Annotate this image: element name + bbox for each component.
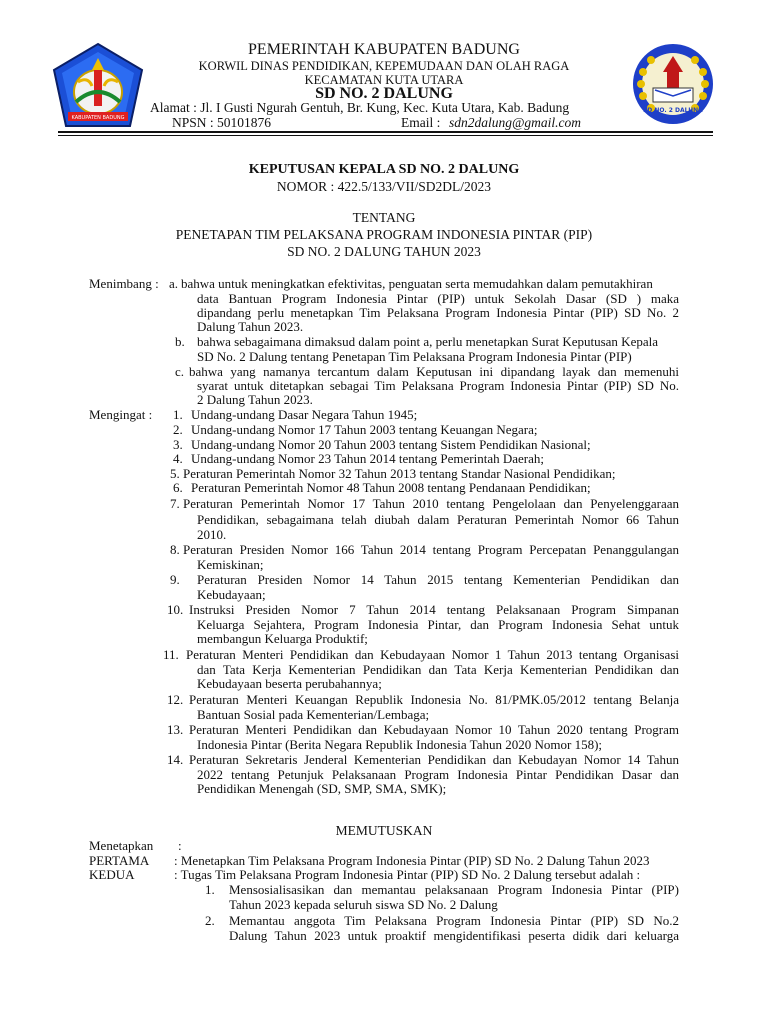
school-name: SD NO. 2 DALUNG	[315, 85, 453, 102]
email-label: Email :	[401, 115, 441, 130]
task-1-line-1: Mensosialisasikan dan memantau pelaksanaan Program Indonesia Pintar (PIP)	[229, 882, 679, 897]
mengingat-marker-6: 6.	[173, 480, 183, 495]
mengingat-9-line-1: Peraturan Presiden Nomor 14 Tahun 2015 tentang Kementerian Pendidikan dan	[197, 572, 679, 587]
menimbang-marker-b: b.	[175, 334, 185, 349]
mengingat-marker-12: 12.	[167, 692, 184, 707]
mengingat-12-line-2: Bantuan Sosial pada Kementerian/Lembaga;	[197, 707, 430, 722]
task-1-line-2: Tahun 2023 kepada seluruh siswa SD No. 2 Dalung	[229, 897, 498, 912]
task-2-line-2: Dalung Tahun 2023 untuk proaktif mengidentifikasi peserta didik dari keluarga	[229, 928, 679, 943]
mengingat-3-line-1: Undang-undang Nomor 20 Tahun 2003 tentang Sistem Pendidikan Nasional;	[191, 437, 591, 452]
mengingat-marker-4: 4.	[173, 451, 183, 466]
mengingat-marker-3: 3.	[173, 437, 183, 452]
letterhead-rule-thick	[58, 131, 713, 133]
right-logo-caption: SD NO. 2 DALUNG	[642, 107, 704, 114]
decree-number: NOMOR : 422.5/133/VII/SD2DL/2023	[276, 179, 492, 194]
mengingat-7-line-3: 2010.	[197, 527, 227, 542]
mengingat-8-line-1: Peraturan Presiden Nomor 166 Tahun 2014 tentang Program Percepatan Penanggulangan	[183, 542, 679, 557]
mengingat-marker-13: 13.	[167, 722, 184, 737]
menimbang-c-line-2: syarat untuk ditetapkan sebagai Tim Pelaksana Program Indonesia Pintar (PIP) SD No.	[197, 378, 679, 393]
dept-name: KORWIL DINAS PENDIDIKAN, KEPEMUDAAN DAN OLAH RAGA	[198, 59, 570, 73]
mengingat-11-line-2: dan Tata Kerja Kementerian Pendidikan dan Tata Kerja Kementerian Pendidikan dan	[197, 662, 679, 677]
mengingat-10-line-3: membangun Keluarga Produktif;	[197, 631, 368, 646]
mengingat-11-line-1: Peraturan Menteri Pendidikan dan Kebudayaan Nomor 1 Tahun 2013 tentang Organisasi	[186, 647, 679, 662]
mengingat-marker-7: 7.	[170, 496, 180, 511]
decree-about: TENTANG	[352, 210, 416, 225]
gov-name: PEMERINTAH KABUPATEN BADUNG	[248, 41, 520, 58]
mengingat-10-line-1: Instruksi Presiden Nomor 7 Tahun 2014 tentang Pelaksanaan Program Simpanan	[189, 602, 679, 617]
menimbang-a-line-3: dipandang perlu menetapkan Tim Pelaksana Program Indonesia Pintar (PIP) SD No. 2	[197, 305, 679, 320]
mengingat-10-line-2: Keluarga Sejahtera, Program Indonesia Pintar, dan Program Indonesia Sehat untuk	[197, 617, 679, 632]
task-2-line-1: Memantau anggota Tim Pelaksana Program Indonesia Pintar (PIP) SD No.2	[229, 913, 679, 928]
mengingat-marker-9: 9.	[170, 572, 180, 587]
letterhead-rule-thin	[58, 135, 713, 136]
email-address[interactable]: sdn2dalung@gmail.com	[449, 115, 582, 130]
mengingat-7-line-2: Pendidikan, sebagaimana telah diubah dalam Peraturan Pemerintah Nomor 66 Tahun	[197, 512, 679, 527]
mengingat-marker-11: 11.	[163, 647, 179, 662]
decree-heading: KEPUTUSAN KEPALA SD NO. 2 DALUNG	[248, 162, 520, 177]
mengingat-2-line-1: Undang-undang Nomor 17 Tahun 2003 tentang Keuangan Negara;	[191, 422, 538, 437]
mengingat-12-line-1: Peraturan Menteri Keuangan Republik Indonesia No. 81/PMK.05/2012 tentang Belanja	[189, 692, 679, 707]
kedua-label: KEDUA	[89, 867, 135, 882]
menimbang-b-line-2: SD No. 2 Dalung tentang Penetapan Tim Pelaksana Program Indonesia Pintar (PIP)	[197, 349, 632, 364]
mengingat-5-line-1: Peraturan Pemerintah Nomor 32 Tahun 2013 tentang Standar Nasional Pendidikan;	[183, 466, 616, 481]
menetapkan-label: Menetapkan	[89, 838, 154, 853]
mengingat-14-line-2: 2022 tentang Petunjuk Pelaksanaan Program Indonesia Pintar Pendidikan Dasar dan	[197, 767, 679, 782]
decree-subject-2: SD NO. 2 DALUNG TAHUN 2023	[287, 244, 481, 259]
kedua-text: : Tugas Tim Pelaksana Program Indonesia Pintar (PIP) SD No. 2 Dalung tersebut adalah :	[174, 867, 641, 882]
mengingat-13-line-2: Indonesia Pintar (Berita Negara Republik Indonesia Tahun 2020 Nomor 158);	[197, 737, 603, 752]
mengingat-14-line-3: Pendidikan Menengah (SD, SMP, SMA, SMK);	[197, 781, 447, 796]
mengingat-11-line-3: Kebudayaan beserta perubahannya;	[197, 676, 382, 691]
menimbang-marker-a: a.	[169, 276, 179, 291]
pertama-text: : Menetapkan Tim Pelaksana Program Indonesia Pintar (PIP) SD No. 2 Dalung Tahun 2023	[174, 853, 650, 868]
mengingat-14-line-1: Peraturan Sekretaris Jenderal Kementerian Pendidikan dan Kebudayan Nomor 14 Tahun	[189, 752, 679, 767]
mengingat-6-line-1: Peraturan Pemerintah Nomor 48 Tahun 2008 tentang Pendanaan Pendidikan;	[191, 480, 591, 495]
mengingat-marker-14: 14.	[167, 752, 184, 767]
menimbang-b-line-1: bahwa sebagaimana dimaksud dalam point a, perlu menetapkan Surat Keputusan Kepala	[197, 334, 658, 349]
menimbang-c-line-1: bahwa yang namanya tercantum dalam Keputusan ini dipandang layak dan memenuhi	[189, 364, 679, 379]
mengingat-marker-5: 5.	[170, 466, 180, 481]
mengingat-8-line-2: Kemiskinan;	[197, 557, 264, 572]
menimbang-a-line-2: data Bantuan Program Indonesia Pintar (PIP) untuk Sekolah Dasar (SD ) maka	[197, 291, 679, 306]
mengingat-9-line-2: Kebudayaan;	[197, 587, 266, 602]
mengingat-4-line-1: Undang-undang Nomor 23 Tahun 2014 tentang Pemerintah Daerah;	[191, 451, 545, 466]
menimbang-c-line-3: 2 Dalung Tahun 2023.	[197, 392, 313, 407]
menimbang-label: Menimbang :	[89, 276, 159, 291]
menimbang-marker-c: c.	[175, 364, 185, 379]
district-name: KECAMATAN KUTA UTARA	[304, 73, 464, 87]
address-line: Alamat : Jl. I Gusti Ngurah Gentuh, Br. Kung, Kec. Kuta Utara, Kab. Badung	[150, 100, 570, 115]
mengingat-marker-8: 8.	[170, 542, 180, 557]
task-marker-2: 2.	[205, 913, 215, 928]
memutuskan-heading: MEMUTUSKAN	[335, 823, 433, 838]
left-logo-caption: KABUPATEN BADUNG	[71, 115, 125, 121]
mengingat-marker-1: 1.	[173, 407, 183, 422]
menimbang-a-line-4: Dalung Tahun 2023.	[197, 319, 304, 334]
npsn-line: NPSN : 50101876	[172, 115, 272, 130]
mengingat-marker-10: 10.	[167, 602, 184, 617]
mengingat-1-line-1: Undang-undang Dasar Negara Tahun 1945;	[191, 407, 418, 422]
decree-subject-1: PENETAPAN TIM PELAKSANA PROGRAM INDONESIA PINTAR (PIP)	[175, 227, 593, 242]
mengingat-13-line-1: Peraturan Menteri Pendidikan dan Kebudayaan Nomor 10 Tahun 2020 tentang Program	[189, 722, 679, 737]
mengingat-label: Mengingat :	[89, 407, 153, 422]
menetapkan-colon: :	[178, 838, 182, 853]
menimbang-a-line-1: bahwa untuk meningkatkan efektivitas, penguatan serta memudahkan dalam pemutakhiran	[181, 276, 653, 291]
mengingat-7-line-1: Peraturan Pemerintah Nomor 17 Tahun 2010 tentang Pengelolaan dan Penyelenggaraan	[183, 496, 679, 511]
mengingat-marker-2: 2.	[173, 422, 183, 437]
pertama-label: PERTAMA	[89, 853, 150, 868]
task-marker-1: 1.	[205, 882, 215, 897]
